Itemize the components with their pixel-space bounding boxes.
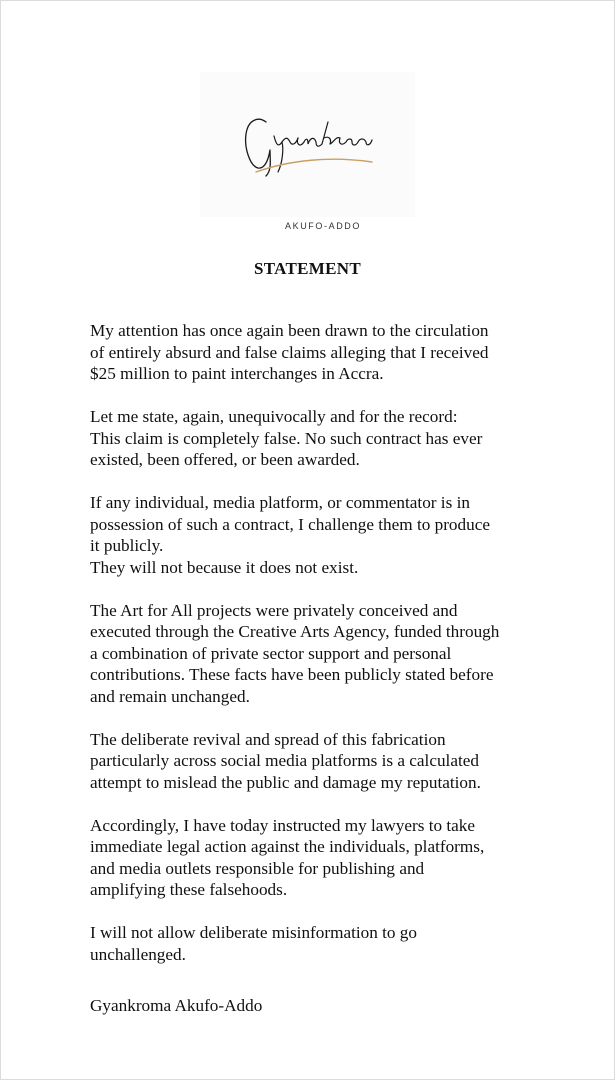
paragraph-line: The Art for All projects were privately conceived and: [90, 600, 458, 620]
paragraph-line: Let me state, again, unequivocally and for the record:: [90, 407, 458, 426]
paragraph-line: attempt to mislead the public and damage my reputation.: [90, 772, 481, 792]
statement-title: STATEMENT: [254, 259, 361, 278]
statement-body: [90, 320, 540, 987]
paragraph-line: contributions. These facts have been publicly stated before: [90, 665, 494, 684]
signature-logo-icon: [200, 72, 415, 217]
paragraph-line: a combination of private sector support and personal: [90, 643, 452, 663]
paragraph-line: executed through the Creative Arts Agency, funded through: [90, 622, 500, 641]
paragraph-line: particularly across social media platforms is a calculated: [90, 751, 479, 770]
paragraph-6: [90, 815, 540, 901]
paragraph-3: [90, 492, 540, 578]
paragraph-line: My attention has once again been drawn to the circulation: [90, 321, 489, 340]
paragraph-2: [90, 406, 540, 471]
paragraph-line: existed, been offered, or been awarded.: [90, 450, 360, 469]
paragraph-1: [90, 320, 540, 385]
paragraph-5: [90, 729, 540, 794]
paragraph-7: [90, 922, 540, 965]
paragraph-line: They will not because it does not exist.: [90, 557, 359, 577]
logo: [200, 72, 415, 231]
paragraph-line: it publicly.: [90, 536, 164, 555]
paragraph-line: If any individual, media platform, or commentator is in: [90, 493, 470, 512]
paragraph-line: $25 million to paint interchanges in Accra.: [90, 364, 384, 383]
paragraph-line: and remain unchanged.: [90, 686, 250, 706]
paragraph-line: I will not allow deliberate misinformation to go: [90, 923, 417, 942]
paragraph-line: unchallenged.: [90, 944, 186, 964]
paragraph-line: possession of such a contract, I challenge them to produce: [90, 514, 490, 534]
logo-subline: AKUFO-ADDO: [285, 221, 362, 231]
paragraph-4: [90, 600, 540, 708]
paragraph-line: amplifying these falsehoods.: [90, 880, 288, 899]
paragraph-line: This claim is completely false. No such contract has ever: [90, 428, 483, 448]
signature-name: Gyankroma Akufo-Addo: [90, 996, 263, 1015]
paragraph-line: immediate legal action against the individuals, platforms,: [90, 837, 485, 856]
paragraph-line: and media outlets responsible for publishing and: [90, 858, 425, 878]
paragraph-line: Accordingly, I have today instructed my lawyers to take: [90, 815, 476, 835]
paragraph-line: of entirely absurd and false claims alleging that I received: [90, 342, 489, 362]
paragraph-line: The deliberate revival and spread of this fabrication: [90, 729, 446, 749]
